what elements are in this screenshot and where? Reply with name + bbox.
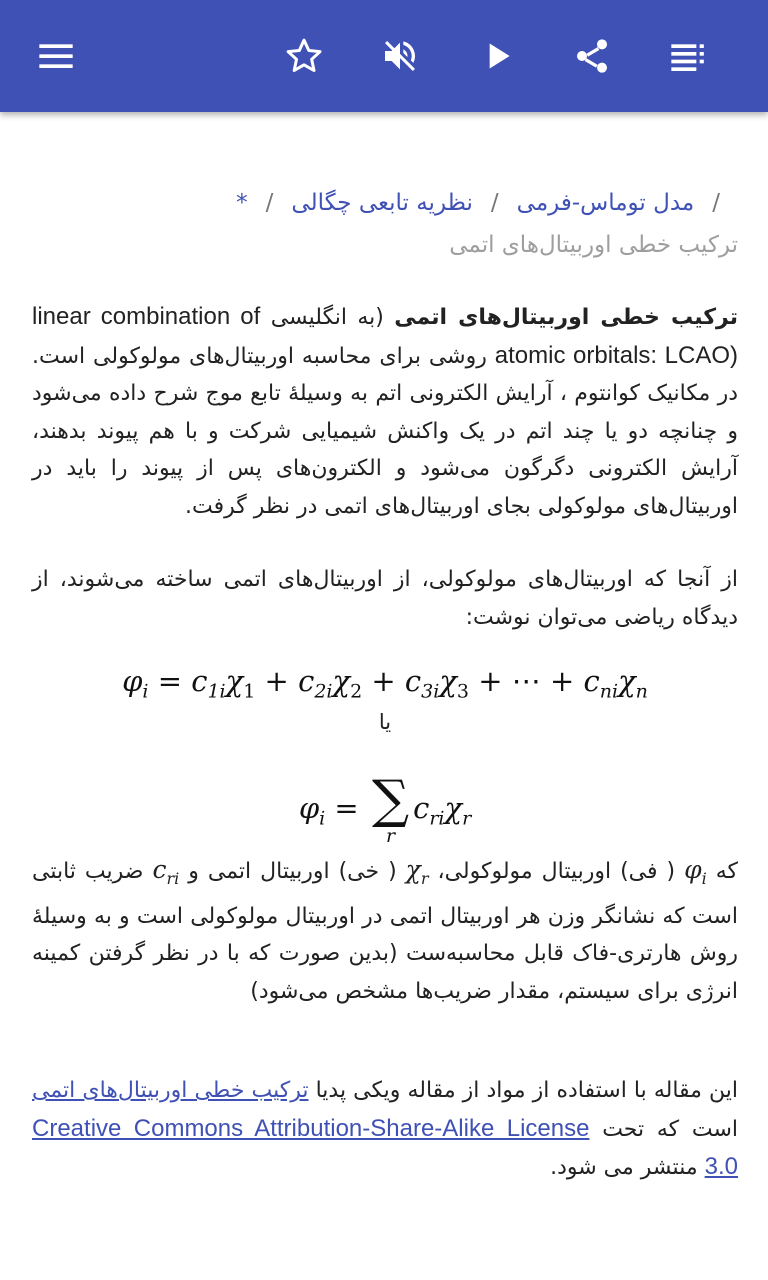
article-term: ترکیب خطی اوربیتال‌های اتمی	[394, 305, 738, 330]
breadcrumb-home-star[interactable]: *	[236, 190, 248, 216]
star-outline-icon	[284, 36, 324, 76]
attribution-prefix: این مقاله با استفاده از مواد از مقاله ویکی پدیا	[315, 1078, 738, 1103]
intro-body: روشی برای محاسبه اوربیتال‌های مولوکولی است. در مکانیک کوانتوم ، آرایش الکترونی اتم به وسیلهٔ تابع موج شرح داده می‌شود و چنانچه دو یا چند اتم در یک واکنش شیمیایی شرکت و با هم پیوند بدهند، آرایش الکترونی دگرگون می‌شود و الکترون‌های پس از پیوند را باید در اوربیتال‌های مولوکولی بجای اوربیتال‌های اتمی در نظر گرفت.	[32, 343, 738, 519]
math-intro-paragraph: از آنجا که اوربیتال‌های مولوکولی، از اوربیتال‌های اتمی ساخته می‌شوند، از دیدگاه ریاضی می‌توان نوشت:	[32, 567, 738, 630]
breadcrumb-separator: /	[490, 190, 499, 216]
attribution-mid: است که تحت	[602, 1116, 738, 1142]
english-term: linear combination of atomic orbitals: LCAO)	[32, 303, 738, 369]
breadcrumb-current: ترکیب خطی اوربیتال‌های اتمی	[449, 232, 738, 258]
formula-expanded: $\varphi_i = c_{1i}\chi_1 + c_{2i}\chi_2 + c_{3i}\chi_3$ + ⋯ + $c_{ni}\chi_n$	[122, 664, 648, 703]
mute-button[interactable]	[372, 28, 428, 84]
play-button[interactable]	[470, 28, 526, 84]
attribution-paragraph	[32, 1072, 738, 1187]
share-icon	[572, 36, 612, 76]
source-article-link[interactable]: ترکیب خطی اوربیتال‌های اتمی	[32, 1078, 309, 1103]
breadcrumb-separator: /	[712, 190, 720, 216]
coefficients-paragraph: که $\varphi_i$ ( فی) اوربیتال مولوکولی، $\chi_r$ ( خی) اوربیتال اتمی و $c_{ri}$ ضریب ثابتی است که نشانگر وزن هر اوربیتال اتمی در اوربیتال مولوکولی است و به وسیلهٔ روش هارتری-فاک قابل محاسبه‌ست (بدین صورت که با در نظر گرفتن کمینه انرژی برای سیستم، مقدار ضریب‌ها مشخص می‌شود)	[32, 855, 739, 1004]
volume-off-icon	[380, 36, 420, 76]
intro-paragraph	[32, 298, 738, 525]
menu-icon	[36, 36, 76, 76]
english-open: (به انگلیسی	[270, 305, 384, 330]
license-link[interactable]: Creative Commons Attribution-Share-Alike License 3.0	[32, 1114, 738, 1180]
list-icon	[668, 36, 708, 76]
attribution-suffix: منتشر می شود.	[550, 1155, 698, 1180]
app-bar	[0, 0, 768, 112]
menu-button[interactable]	[28, 28, 84, 84]
breadcrumb-item-dft[interactable]: نظریه تابعی چگالی	[291, 190, 473, 216]
breadcrumb-item-thomas-fermi[interactable]: مدل توماس-فرمی	[516, 190, 695, 216]
breadcrumb-separator: /	[265, 190, 274, 216]
formula-sum: $\varphi_i$ = ∑ r $c_{ri}\chi_r$	[298, 770, 472, 847]
table-of-contents-button[interactable]	[660, 28, 716, 84]
or-word: یا	[378, 710, 392, 734]
share-button[interactable]	[564, 28, 620, 84]
breadcrumb	[32, 182, 738, 266]
play-icon	[478, 36, 518, 76]
favorite-button[interactable]	[276, 28, 332, 84]
